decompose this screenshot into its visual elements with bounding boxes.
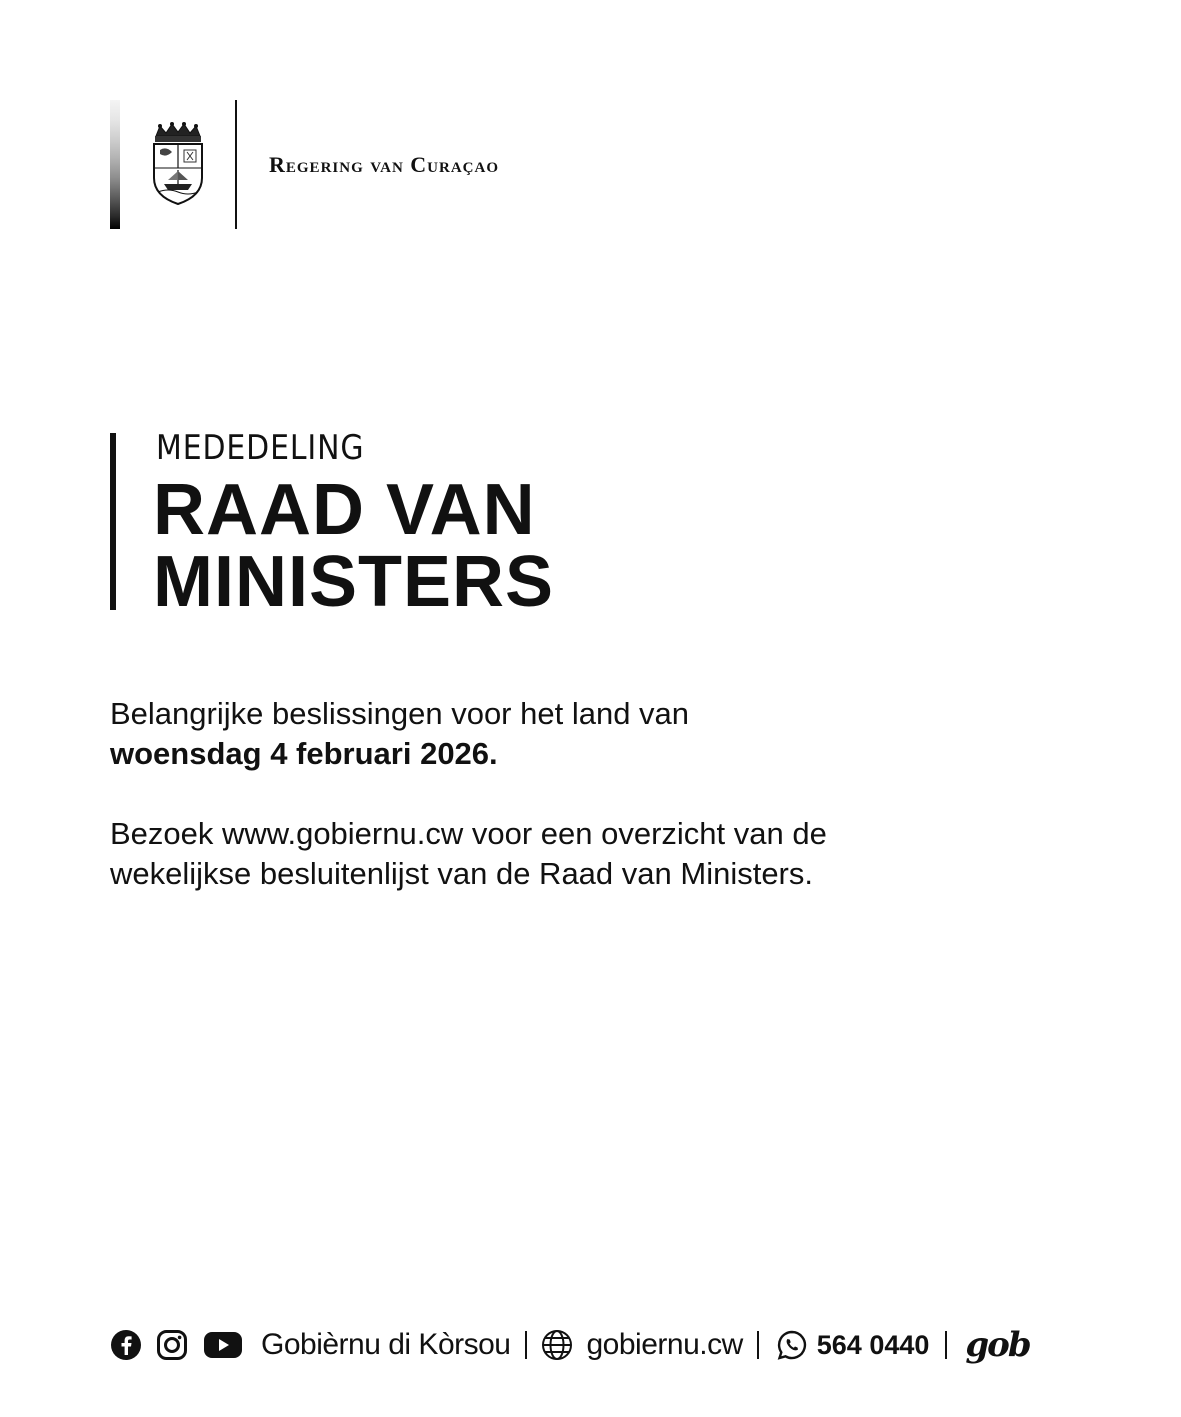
title-line-2: MINISTERS bbox=[153, 542, 555, 622]
organization-name: Regering van Curaçao bbox=[269, 152, 500, 177]
instagram-icon[interactable] bbox=[156, 1329, 188, 1361]
footer-separator bbox=[945, 1331, 947, 1359]
intro-text: Belangrijke beslissingen voor het land van bbox=[110, 696, 690, 731]
header-divider bbox=[235, 100, 237, 229]
visit-paragraph bbox=[110, 814, 1010, 894]
youtube-icon[interactable] bbox=[203, 1330, 243, 1360]
gob-logo: gob bbox=[965, 1325, 1030, 1365]
website-link[interactable]: gobiernu.cw bbox=[586, 1328, 743, 1361]
phone-number[interactable]: 564 0440 bbox=[816, 1329, 930, 1360]
title-line-1: RAAD VAN bbox=[153, 470, 536, 550]
footer bbox=[110, 1322, 1030, 1368]
title-accent-bar bbox=[110, 433, 116, 610]
social-account-name: Gobièrnu di Kòrsou bbox=[261, 1328, 511, 1361]
grayscale-bar bbox=[110, 100, 120, 229]
announcement-kicker: MEDEDELING bbox=[156, 428, 365, 468]
announcement-body bbox=[110, 694, 1010, 934]
page-title bbox=[153, 470, 555, 622]
visit-line-1: Bezoek www.gobiernu.cw voor een overzicht van de bbox=[110, 816, 827, 851]
footer-separator bbox=[757, 1331, 759, 1359]
meeting-date: woensdag 4 februari 2026. bbox=[110, 736, 498, 771]
globe-icon bbox=[541, 1329, 573, 1361]
intro-paragraph bbox=[110, 694, 1010, 774]
visit-line-2: wekelijkse besluitenlijst van de Raad van Ministers. bbox=[110, 856, 813, 891]
facebook-icon[interactable] bbox=[110, 1329, 142, 1361]
coat-of-arms-icon bbox=[148, 122, 208, 206]
whatsapp-icon bbox=[777, 1330, 807, 1360]
footer-separator bbox=[525, 1331, 527, 1359]
